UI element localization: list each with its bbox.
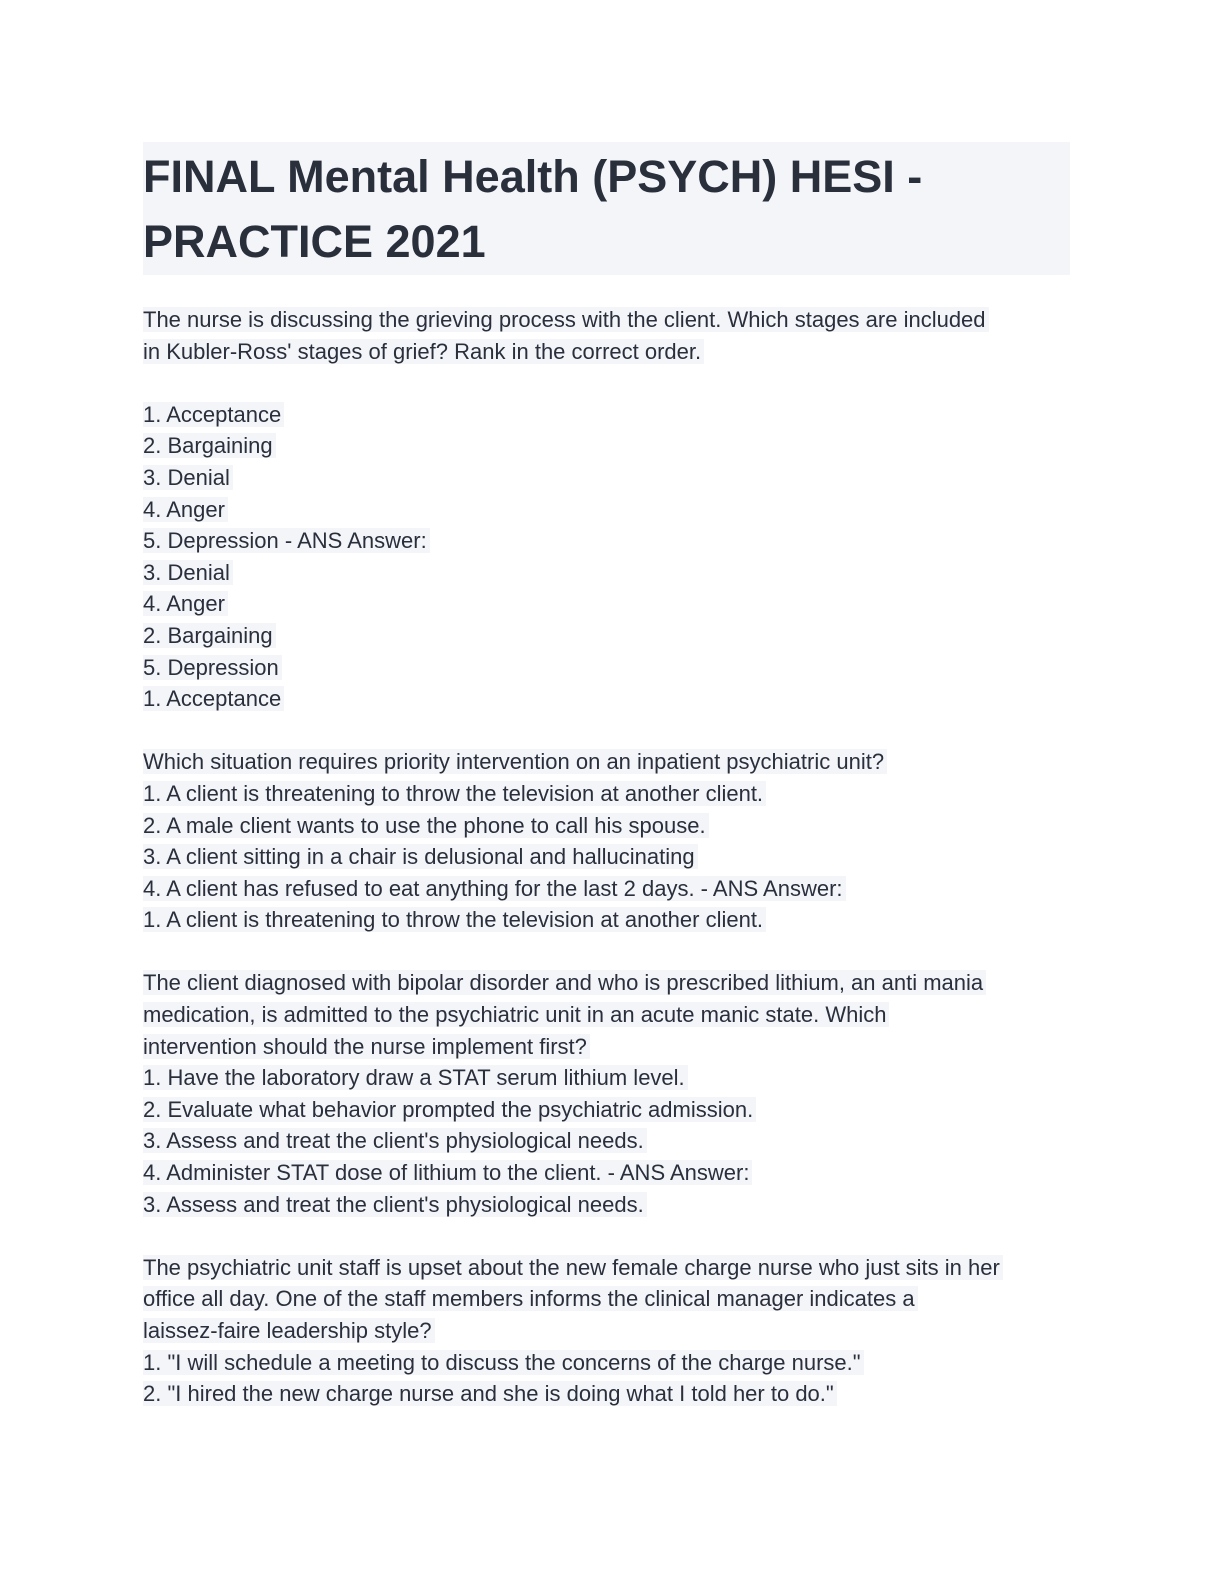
list-item: 1. A client is threatening to throw the television at another client. [143, 778, 1070, 810]
list-item: 1. Acceptance [143, 399, 1070, 431]
title-line: PRACTICE 2021 [143, 216, 486, 267]
question-leadership-style [143, 1252, 1070, 1410]
title-line: FINAL Mental Health (PSYCH) HESI - [143, 151, 923, 202]
paragraph-gap [143, 367, 1070, 399]
list-item: 3. Denial [143, 462, 1070, 494]
answer-item: 2. Bargaining [143, 620, 1070, 652]
answer-item: 4. Anger [143, 588, 1070, 620]
answer-item: 3. Denial [143, 557, 1070, 589]
text-line: The client diagnosed with bipolar disorder and who is prescribed lithium, an anti mania [143, 967, 1070, 999]
text-line: intervention should the nurse implement first? [143, 1031, 1070, 1063]
list-item: 4. Administer STAT dose of lithium to the client. - ANS Answer: [143, 1157, 1070, 1189]
text-line: laissez-faire leadership style? [143, 1315, 1070, 1347]
question-bipolar-lithium [143, 967, 1070, 1220]
question-priority-intervention [143, 746, 1070, 936]
list-item: 3. A client sitting in a chair is delusional and hallucinating [143, 841, 1070, 873]
paragraph-gap [143, 936, 1070, 968]
paragraph-gap [143, 715, 1070, 747]
text-line: office all day. One of the staff members informs the clinical manager indicates a [143, 1283, 1070, 1315]
text-line: The psychiatric unit staff is upset about the new female charge nurse who just sits in her [143, 1252, 1070, 1284]
list-item: 2. A male client wants to use the phone to call his spouse. [143, 810, 1070, 842]
options-grief-stages [143, 399, 1070, 715]
text-line: in Kubler-Ross' stages of grief? Rank in the correct order. [143, 336, 1070, 368]
document-page [143, 142, 1070, 1410]
list-item: 4. A client has refused to eat anything for the last 2 days. - ANS Answer: [143, 873, 1070, 905]
answer-item: 1. A client is threatening to throw the television at another client. [143, 904, 1070, 936]
answer-item: 3. Assess and treat the client's physiological needs. [143, 1189, 1070, 1221]
list-item: 1. Have the laboratory draw a STAT serum lithium level. [143, 1062, 1070, 1094]
paragraph-gap [143, 1220, 1070, 1252]
document-title [143, 142, 1070, 275]
list-item: 4. Anger [143, 494, 1070, 526]
list-item: 1. "I will schedule a meeting to discuss the concerns of the charge nurse." [143, 1347, 1070, 1379]
list-item: 5. Depression - ANS Answer: [143, 525, 1070, 557]
list-item: 2. "I hired the new charge nurse and she is doing what I told her to do." [143, 1378, 1070, 1410]
text-line: medication, is admitted to the psychiatric unit in an acute manic state. Which [143, 999, 1070, 1031]
list-item: 3. Assess and treat the client's physiological needs. [143, 1125, 1070, 1157]
text-line: The nurse is discussing the grieving process with the client. Which stages are included [143, 304, 1070, 336]
text-line: Which situation requires priority intervention on an inpatient psychiatric unit? [143, 746, 1070, 778]
list-item: 2. Bargaining [143, 430, 1070, 462]
list-item: 2. Evaluate what behavior prompted the psychiatric admission. [143, 1094, 1070, 1126]
answer-item: 1. Acceptance [143, 683, 1070, 715]
answer-item: 5. Depression [143, 652, 1070, 684]
question-grief-stages [143, 304, 1070, 367]
document-body [143, 304, 1070, 1410]
